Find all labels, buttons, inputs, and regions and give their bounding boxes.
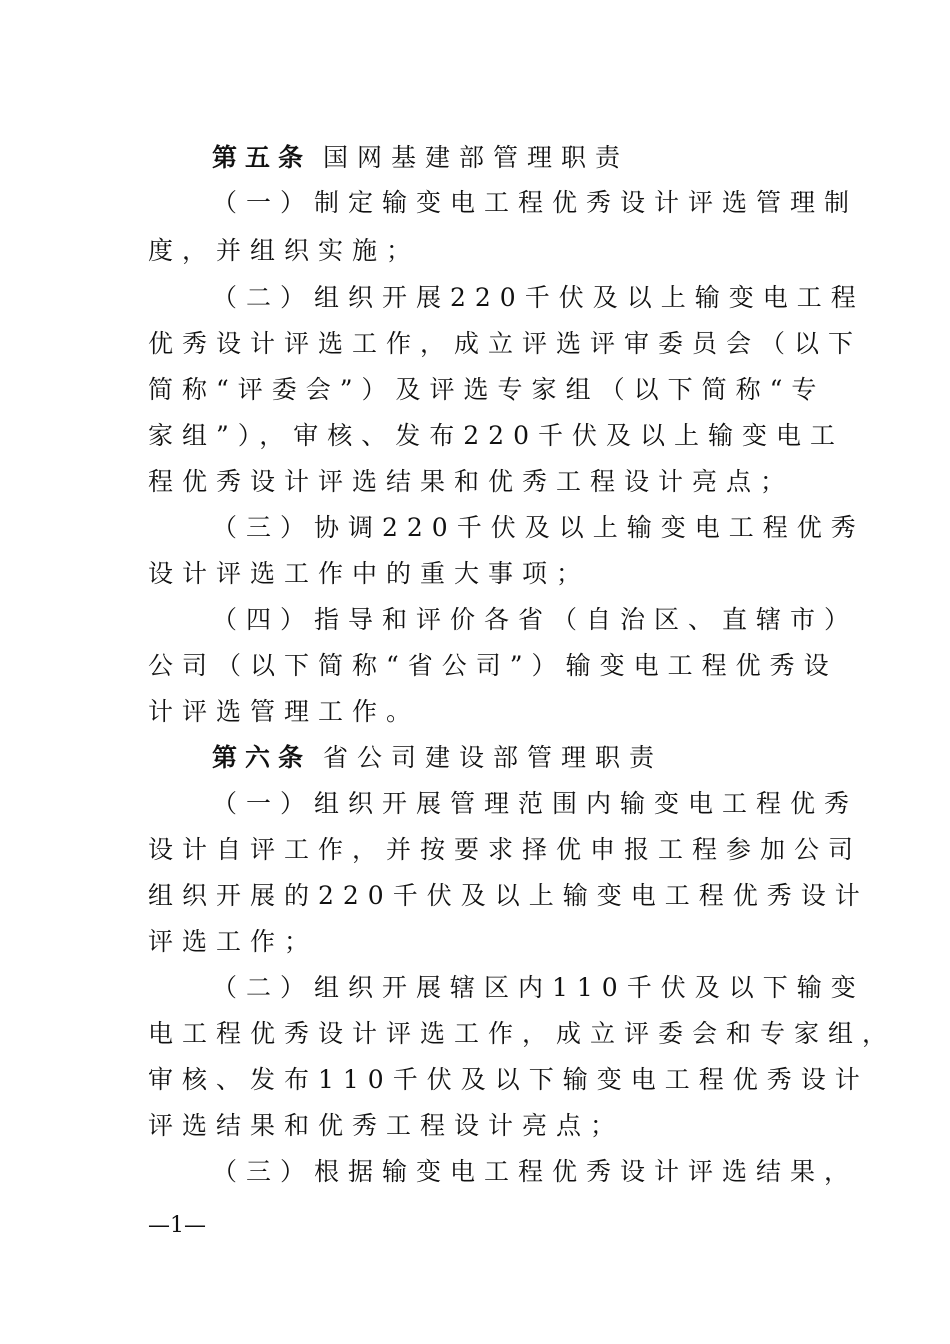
article6-line: 评选结果和优秀工程设计亮点； — [148, 1111, 625, 1140]
article5-line: 计评选管理工作。 — [148, 697, 421, 726]
page-number: —1— — [148, 1213, 206, 1238]
article6-heading — [212, 742, 872, 774]
article5-line: 家组”），审核、发布220千伏及以上输变电工 — [148, 421, 844, 450]
article5-line: 优秀设计评选工作，成立评选评审委员会（以下 — [148, 329, 863, 358]
article5-line: （一）制定输变电工程优秀设计评选管理制 — [212, 188, 859, 217]
article5-title: 第五条 — [212, 143, 312, 172]
article6-line: 审核、发布110千伏及以下输变电工程优秀设计 — [148, 1065, 869, 1094]
article6-line: （三）根据输变电工程优秀设计评选结果， — [212, 1157, 859, 1186]
article6-line: 评选工作； — [148, 927, 319, 956]
article6-line: （一）组织开展管理范围内输变电工程优秀 — [212, 789, 859, 818]
article5-line: 公司（以下简称“省公司”）输变电工程优秀设 — [148, 651, 838, 680]
article5-line: 简称“评委会”）及评选专家组（以下简称“专 — [148, 375, 826, 404]
article5-line: 设计评选工作中的重大事项； — [148, 559, 591, 588]
article5-line: （二）组织开展220千伏及以上输变电工程 — [212, 283, 865, 312]
article6-line: 设计自评工作，并按要求择优申报工程参加公司 — [148, 835, 863, 864]
article5-line: （四）指导和评价各省（自治区、直辖市） — [212, 605, 859, 634]
article6-title: 第六条 — [212, 743, 312, 772]
article5-subject: 国网基建部管理职责 — [323, 143, 630, 172]
article5-line: 度，并组织实施； — [148, 236, 421, 265]
article5-line: （三）协调220千伏及以上输变电工程优秀 — [212, 513, 865, 542]
article6-line: （二）组织开展辖区内110千伏及以下输变 — [212, 973, 865, 1002]
article6-subject: 省公司建设部管理职责 — [323, 743, 664, 772]
article5-line: 程优秀设计评选结果和优秀工程设计亮点； — [148, 467, 795, 496]
article6-line: 组织开展的220千伏及以上输变电工程优秀设计 — [148, 881, 869, 910]
article6-line: 电工程优秀设计评选工作，成立评委会和专家组， — [148, 1019, 897, 1048]
article5-heading — [212, 142, 872, 174]
